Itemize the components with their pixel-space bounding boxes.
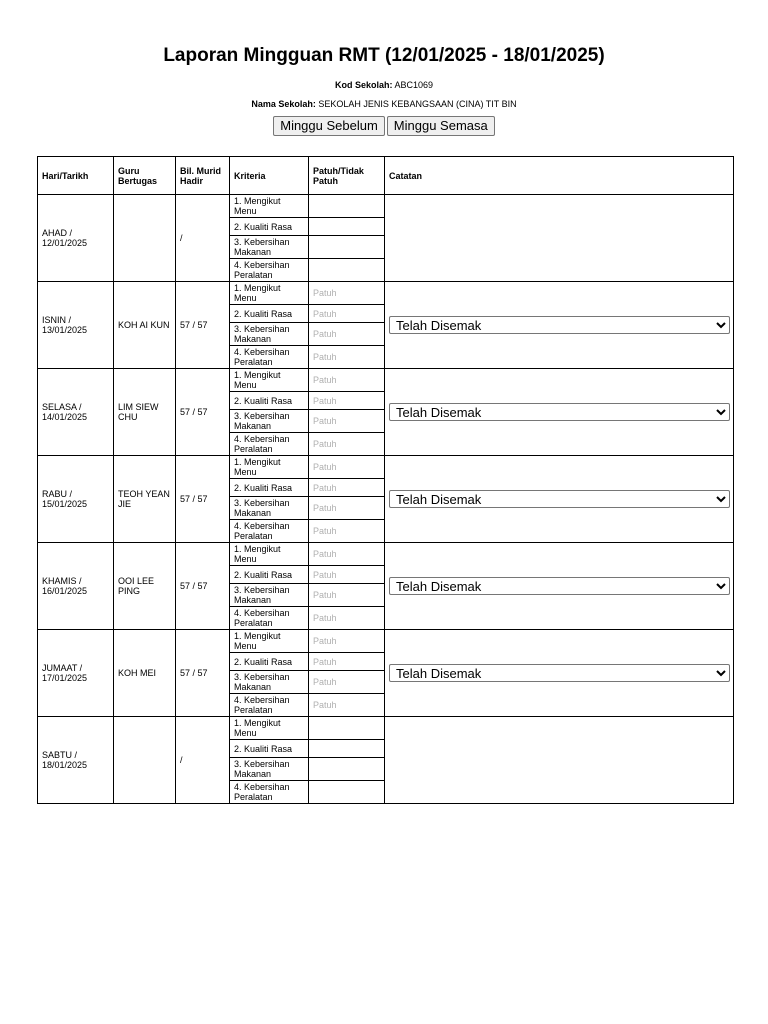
notes-cell bbox=[385, 543, 734, 630]
weekly-report-table bbox=[37, 156, 734, 804]
column-header-notes: Catatan bbox=[385, 157, 734, 195]
notes-status-select[interactable] bbox=[389, 490, 730, 508]
criteria-cell: 3. Kebersihan Makanan bbox=[230, 671, 309, 694]
day-date-cell: JUMAAT / 17/01/2025 bbox=[38, 630, 114, 717]
school-code-value: ABC1069 bbox=[394, 80, 434, 90]
school-name-label: Nama Sekolah: bbox=[251, 99, 316, 109]
notes-cell bbox=[385, 195, 734, 282]
teacher-on-duty-cell: LIM SIEW CHU bbox=[114, 369, 176, 456]
table-header-row bbox=[38, 157, 734, 195]
day-date-cell: KHAMIS / 16/01/2025 bbox=[38, 543, 114, 630]
column-header-criteria: Kriteria bbox=[230, 157, 309, 195]
criteria-cell: 3. Kebersihan Makanan bbox=[230, 497, 309, 520]
compliance-cell[interactable]: Patuh bbox=[309, 584, 385, 607]
teacher-on-duty-cell: OOI LEE PING bbox=[114, 543, 176, 630]
compliance-cell[interactable]: Patuh bbox=[309, 282, 385, 305]
notes-status-select[interactable] bbox=[389, 403, 730, 421]
notes-status-select[interactable] bbox=[389, 577, 730, 595]
notes-cell bbox=[385, 630, 734, 717]
table-row bbox=[38, 195, 734, 218]
criteria-cell: 3. Kebersihan Makanan bbox=[230, 236, 309, 259]
criteria-cell: 1. Mengikut Menu bbox=[230, 630, 309, 653]
notes-cell bbox=[385, 717, 734, 804]
table-body bbox=[38, 195, 734, 804]
table-row bbox=[38, 456, 734, 479]
school-code-line bbox=[0, 80, 768, 91]
week-navigation bbox=[0, 116, 768, 136]
column-header-compliance: Patuh/Tidak Patuh bbox=[309, 157, 385, 195]
compliance-cell[interactable]: Patuh bbox=[309, 346, 385, 369]
criteria-cell: 3. Kebersihan Makanan bbox=[230, 323, 309, 346]
notes-status-select[interactable] bbox=[389, 664, 730, 682]
criteria-cell: 1. Mengikut Menu bbox=[230, 543, 309, 566]
criteria-cell: 1. Mengikut Menu bbox=[230, 717, 309, 740]
table-row bbox=[38, 630, 734, 653]
attendance-cell: 57 / 57 bbox=[176, 543, 230, 630]
compliance-cell[interactable]: Patuh bbox=[309, 479, 385, 497]
criteria-cell: 2. Kualiti Rasa bbox=[230, 740, 309, 758]
criteria-cell: 4. Kebersihan Peralatan bbox=[230, 259, 309, 282]
criteria-cell: 3. Kebersihan Makanan bbox=[230, 410, 309, 433]
table-row bbox=[38, 717, 734, 740]
compliance-cell bbox=[309, 758, 385, 781]
page-title: Laporan Mingguan RMT (12/01/2025 - 18/01/2025) bbox=[163, 45, 605, 66]
criteria-cell: 2. Kualiti Rasa bbox=[230, 218, 309, 236]
table-row bbox=[38, 282, 734, 305]
teacher-on-duty-cell: KOH AI KUN bbox=[114, 282, 176, 369]
criteria-cell: 4. Kebersihan Peralatan bbox=[230, 694, 309, 717]
criteria-cell: 1. Mengikut Menu bbox=[230, 195, 309, 218]
criteria-cell: 2. Kualiti Rasa bbox=[230, 566, 309, 584]
criteria-cell: 2. Kualiti Rasa bbox=[230, 653, 309, 671]
school-code-label: Kod Sekolah: bbox=[334, 80, 393, 90]
notes-cell bbox=[385, 282, 734, 369]
compliance-cell[interactable]: Patuh bbox=[309, 433, 385, 456]
attendance-cell: 57 / 57 bbox=[176, 282, 230, 369]
day-date-cell: RABU / 15/01/2025 bbox=[38, 456, 114, 543]
day-date-cell: ISNIN / 13/01/2025 bbox=[38, 282, 114, 369]
criteria-cell: 3. Kebersihan Makanan bbox=[230, 584, 309, 607]
notes-status-select[interactable] bbox=[389, 316, 730, 334]
notes-cell bbox=[385, 369, 734, 456]
compliance-cell bbox=[309, 218, 385, 236]
current-week-button[interactable]: Minggu Semasa bbox=[387, 116, 495, 136]
criteria-cell: 4. Kebersihan Peralatan bbox=[230, 433, 309, 456]
compliance-cell[interactable]: Patuh bbox=[309, 520, 385, 543]
compliance-cell[interactable]: Patuh bbox=[309, 497, 385, 520]
attendance-cell: 57 / 57 bbox=[176, 630, 230, 717]
compliance-cell bbox=[309, 259, 385, 282]
compliance-cell[interactable]: Patuh bbox=[309, 671, 385, 694]
attendance-cell: / bbox=[176, 195, 230, 282]
compliance-cell[interactable]: Patuh bbox=[309, 410, 385, 433]
day-date-cell: SABTU / 18/01/2025 bbox=[38, 717, 114, 804]
previous-week-button[interactable]: Minggu Sebelum bbox=[273, 116, 385, 136]
compliance-cell[interactable]: Patuh bbox=[309, 543, 385, 566]
teacher-on-duty-cell bbox=[114, 195, 176, 282]
attendance-cell: 57 / 57 bbox=[176, 456, 230, 543]
compliance-cell[interactable]: Patuh bbox=[309, 694, 385, 717]
table-row bbox=[38, 543, 734, 566]
compliance-cell bbox=[309, 717, 385, 740]
compliance-cell[interactable]: Patuh bbox=[309, 369, 385, 392]
compliance-cell[interactable]: Patuh bbox=[309, 305, 385, 323]
criteria-cell: 3. Kebersihan Makanan bbox=[230, 758, 309, 781]
teacher-on-duty-cell: TEOH YEAN JIE bbox=[114, 456, 176, 543]
criteria-cell: 4. Kebersihan Peralatan bbox=[230, 346, 309, 369]
criteria-cell: 4. Kebersihan Peralatan bbox=[230, 607, 309, 630]
attendance-cell: 57 / 57 bbox=[176, 369, 230, 456]
compliance-cell[interactable]: Patuh bbox=[309, 392, 385, 410]
compliance-cell[interactable]: Patuh bbox=[309, 456, 385, 479]
school-name-line bbox=[0, 99, 768, 110]
table-row bbox=[38, 369, 734, 392]
criteria-cell: 2. Kualiti Rasa bbox=[230, 305, 309, 323]
compliance-cell bbox=[309, 195, 385, 218]
criteria-cell: 1. Mengikut Menu bbox=[230, 456, 309, 479]
notes-cell bbox=[385, 456, 734, 543]
criteria-cell: 2. Kualiti Rasa bbox=[230, 392, 309, 410]
compliance-cell bbox=[309, 740, 385, 758]
column-header-attendance: Bil. Murid Hadir bbox=[176, 157, 230, 195]
teacher-on-duty-cell: KOH MEI bbox=[114, 630, 176, 717]
day-date-cell: AHAD / 12/01/2025 bbox=[38, 195, 114, 282]
criteria-cell: 1. Mengikut Menu bbox=[230, 282, 309, 305]
criteria-cell: 4. Kebersihan Peralatan bbox=[230, 781, 309, 804]
compliance-cell[interactable]: Patuh bbox=[309, 566, 385, 584]
column-header-teacher: Guru Bertugas bbox=[114, 157, 176, 195]
criteria-cell: 1. Mengikut Menu bbox=[230, 369, 309, 392]
compliance-cell[interactable]: Patuh bbox=[309, 323, 385, 346]
compliance-cell bbox=[309, 236, 385, 259]
day-date-cell: SELASA / 14/01/2025 bbox=[38, 369, 114, 456]
compliance-cell[interactable]: Patuh bbox=[309, 607, 385, 630]
school-name-value: SEKOLAH JENIS KEBANGSAAN (CINA) TIT BIN bbox=[318, 99, 517, 109]
criteria-cell: 2. Kualiti Rasa bbox=[230, 479, 309, 497]
compliance-cell bbox=[309, 781, 385, 804]
attendance-cell: / bbox=[176, 717, 230, 804]
criteria-cell: 4. Kebersihan Peralatan bbox=[230, 520, 309, 543]
compliance-cell[interactable]: Patuh bbox=[309, 630, 385, 653]
teacher-on-duty-cell bbox=[114, 717, 176, 804]
column-header-day: Hari/Tarikh bbox=[38, 157, 114, 195]
compliance-cell[interactable]: Patuh bbox=[309, 653, 385, 671]
